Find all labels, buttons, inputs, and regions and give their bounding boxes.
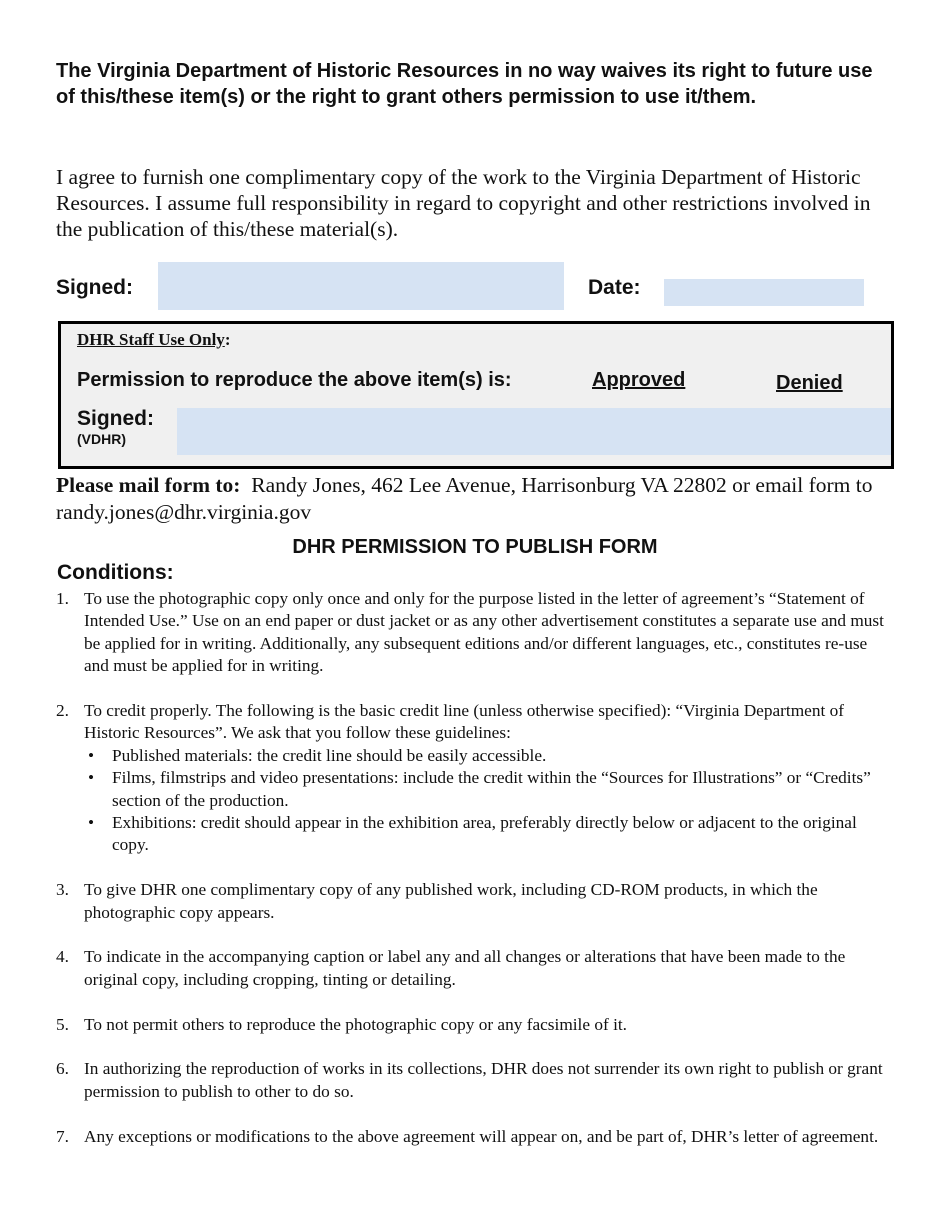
condition-item: 4. To indicate in the accompanying caption or label any and all changes or alterations that have been made to the original copy, including cropping, tinting or detailing. bbox=[56, 947, 846, 989]
agreement-statement: I agree to furnish one complimentary copy of the work to the Virginia Department of Historic Resources. I assume full responsibility in regard to copyright and other restrictions involved in the publication of this/these material(s). bbox=[56, 165, 871, 241]
condition-item: 1. To use the photographic copy only once and only for the purpose listed in the letter of agreement’s “Statement of Intended Use.” Use on an end paper or dust jacket or as any other advertisement constitutes a separate use and must be applied for in writing. Additionally, any subsequent editions and/or different languages, etc., constitutes re-use and must be applied for in writing. bbox=[56, 589, 884, 676]
date-field[interactable] bbox=[664, 279, 864, 306]
condition-item: 3. To give DHR one complimentary copy of any published work, including CD-ROM products, in which the photographic copy appears. bbox=[56, 880, 818, 922]
date-label: Date: bbox=[588, 276, 641, 299]
staff-signed-label: Signed: (VDHR) bbox=[77, 407, 154, 447]
mail-instructions bbox=[56, 472, 896, 526]
denied-option[interactable]: Denied bbox=[776, 372, 843, 394]
vdhr-label: (VDHR) bbox=[77, 431, 126, 447]
signed-label: Signed: bbox=[56, 276, 133, 299]
condition-item: 2. To credit properly. The following is the basic credit line (unless otherwise specified): “Virginia Department of Historic Resources”. We ask that you follow these guidelines: • Published materials: the credit line should be easily accessible. • Films, filmstrips and video presentations: include the credit within the “Sources for Illustrations” or “Credits” section of the production. • Exhibitions: credit should appear in the exhibition area, preferably directly below or adjacent to the original copy. bbox=[56, 700, 896, 857]
staff-signature-field[interactable] bbox=[177, 408, 891, 455]
condition-item: 5. To not permit others to reproduce the photographic copy or any facsimile of it. bbox=[56, 1014, 627, 1034]
guideline-item: • Exhibitions: credit should appear in the exhibition area, preferably directly below or adjacent to the original copy. bbox=[84, 812, 896, 857]
conditions-list bbox=[56, 588, 896, 1170]
conditions-title: Conditions: bbox=[57, 561, 174, 584]
guideline-item: • Published materials: the credit line should be easily accessible. bbox=[84, 745, 896, 767]
approved-option[interactable]: Approved bbox=[592, 369, 686, 391]
mail-label: Please mail form to: bbox=[56, 473, 241, 497]
mail-address: Randy Jones, 462 Lee Avenue, Harrisonburg VA 22802 or email form to randy.jones@dhr.virginia.gov bbox=[56, 473, 873, 524]
permission-label: Permission to reproduce the above item(s) is: bbox=[77, 369, 512, 391]
waiver-statement: The Virginia Department of Historic Resources in no way waives its right to future use of this/these item(s) or the right to grant others permission to use it/them. bbox=[56, 60, 873, 108]
guideline-item: • Films, filmstrips and video presentations: include the credit within the “Sources for Illustrations” or “Credits” section of the production. bbox=[84, 767, 896, 812]
condition-item: 6. In authorizing the reproduction of works in its collections, DHR does not surrender its own right to publish or grant permission to publish to other to do so. bbox=[56, 1059, 883, 1101]
signature-field[interactable] bbox=[158, 262, 564, 310]
form-title: DHR PERMISSION TO PUBLISH FORM bbox=[292, 536, 658, 558]
dhr-staff-box bbox=[58, 321, 894, 469]
staff-box-title: DHR Staff Use Only: bbox=[77, 330, 231, 349]
credit-guidelines-list bbox=[84, 745, 896, 857]
condition-item: 7. Any exceptions or modifications to the above agreement will appear on, and be part of, DHR’s letter of agreement. bbox=[56, 1126, 879, 1146]
